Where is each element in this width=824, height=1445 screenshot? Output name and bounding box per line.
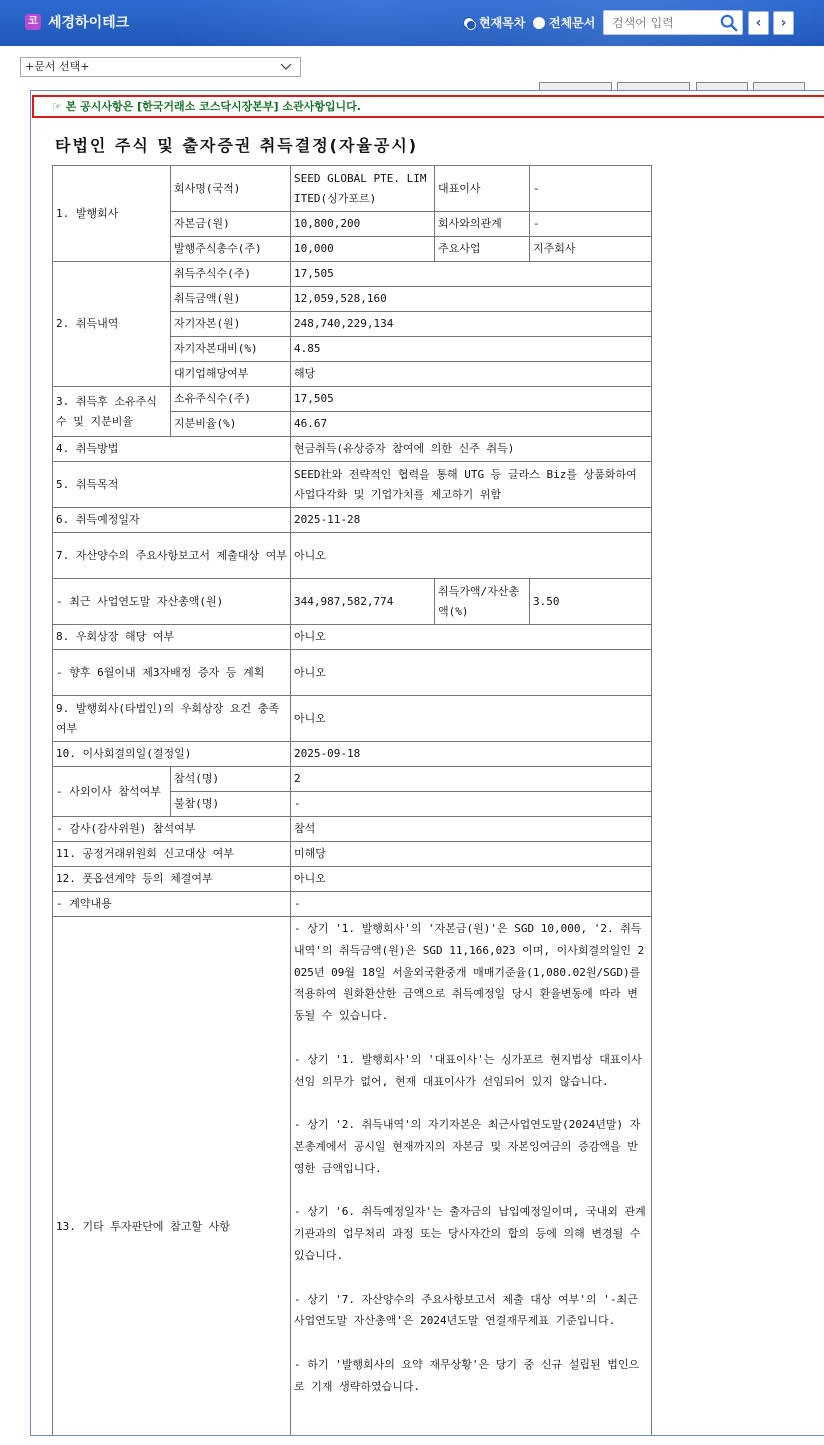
field-label: 취득가액/자산총액(%) bbox=[435, 579, 530, 625]
radio-current-label: 현재목차 bbox=[479, 16, 526, 30]
field-value: - bbox=[291, 792, 652, 817]
field-value: 12,059,528,160 bbox=[291, 287, 652, 312]
row-label: - 감사(감사위원) 참석여부 bbox=[53, 817, 291, 842]
prev-button[interactable]: ‹ bbox=[748, 11, 769, 35]
field-label: 자본금(원) bbox=[171, 212, 291, 237]
search-icon[interactable] bbox=[720, 14, 738, 32]
radio-selected-icon[interactable] bbox=[463, 17, 475, 29]
radio-current-toc[interactable] bbox=[463, 14, 525, 31]
document-frame[interactable] bbox=[30, 90, 824, 1436]
note-paragraph: - 상기 '1. 발행회사'의 '자본금(원)'은 SGD 10,000, '2. 취득내역'의 취득금액(원)은 SGD 11,166,023 이며, 이사회결의일인 2025년 09월 18일 서울외국환중개 매매기준율(1,080.02원/SGD)를 적용하여 원화환산한 금액으로 취득예정일 당시 환율변동에 따라 변동될 수 있습니다. bbox=[294, 922, 645, 1023]
field-label: 불참(명) bbox=[171, 792, 291, 817]
field-value: 248,740,229,134 bbox=[291, 312, 652, 337]
row-label: 13. 기타 투자판단에 참고할 사항 bbox=[53, 917, 291, 1437]
field-value: - bbox=[291, 892, 652, 917]
row-label: 6. 취득예정일자 bbox=[53, 508, 291, 533]
field-value: 현금취득(유상증자 참여에 의한 신주 취득) bbox=[291, 437, 652, 462]
disclosure-table bbox=[52, 165, 652, 1436]
note-paragraph: - 상기 '6. 취득예정일자'는 출자금의 납입예정일이며, 국내외 관계기관과의 업무처리 과정 또는 당사자간의 합의 등에 의해 변경될 수 있습니다. bbox=[294, 1205, 646, 1262]
field-value: 2 bbox=[291, 767, 652, 792]
field-value: 17,505 bbox=[291, 387, 652, 412]
field-value: 참석 bbox=[291, 817, 652, 842]
field-value: 미해당 bbox=[291, 842, 652, 867]
company-name: 세경하이테크 bbox=[48, 15, 130, 31]
field-value: 46.67 bbox=[291, 412, 652, 437]
field-value: SEED GLOBAL PTE. LIMITED(싱가포르) bbox=[291, 166, 435, 212]
document-select-value: +문서 선택+ bbox=[25, 60, 90, 73]
field-value: 아니오 bbox=[291, 650, 652, 696]
field-value: 10,000 bbox=[291, 237, 435, 262]
row-label: 8. 우회상장 해당 여부 bbox=[53, 625, 291, 650]
field-value: 지주회사 bbox=[530, 237, 652, 262]
notice-banner: ☞ 본 공시사항은 [한국거래소 코스닥시장본부] 소관사항입니다. bbox=[32, 95, 824, 118]
note-paragraph: - 상기 '1. 발행회사'의 '대표이사'는 싱가포르 현지법상 대표이사 선임 의무가 없어, 현재 대표이사가 선임되어 있지 않습니다. bbox=[294, 1052, 642, 1088]
note-paragraph: - 상기 '7. 자산양수의 주요사항보고서 제출 대상 여부'의 '-최근사업연도말 자산총액'은 2024년도말 연결재무제표 기준입니다. bbox=[294, 1292, 638, 1328]
field-label: 참석(명) bbox=[171, 767, 291, 792]
chevron-down-icon bbox=[280, 61, 292, 73]
row-label: 1. 발행회사 bbox=[53, 166, 171, 262]
field-value: 2025-09-18 bbox=[291, 742, 652, 767]
note-paragraph: - 하기 '발행회사의 요약 재무상황'은 당기 중 신규 설립된 법인으로 기재 생략하였습니다. bbox=[294, 1357, 640, 1393]
field-label: 대표이사 bbox=[435, 166, 530, 212]
company-logo-icon: 코 bbox=[25, 14, 41, 30]
field-label: 대기업해당여부 bbox=[171, 362, 291, 387]
row-label: 4. 취득방법 bbox=[53, 437, 291, 462]
field-value: SEED社와 전략적인 협력을 통해 UTG 등 글라스 Biz를 상품화하여 사업다각화 및 기업가치를 제고하기 위함 bbox=[291, 462, 652, 508]
row-label: 7. 자산양수의 주요사항보고서 제출대상 여부 bbox=[53, 533, 291, 579]
field-label: 취득금액(원) bbox=[171, 287, 291, 312]
row-label: 12. 풋옵션계약 등의 체결여부 bbox=[53, 867, 291, 892]
field-label: 주요사업 bbox=[435, 237, 530, 262]
field-value: 아니오 bbox=[291, 867, 652, 892]
field-label: 취득주식수(주) bbox=[171, 262, 291, 287]
search-box bbox=[603, 10, 743, 35]
radio-all-docs[interactable] bbox=[533, 14, 595, 31]
field-label: 소유주식수(주) bbox=[171, 387, 291, 412]
field-value: 344,987,582,774 bbox=[291, 579, 435, 625]
field-value: 2025-11-28 bbox=[291, 508, 652, 533]
field-value: 해당 bbox=[291, 362, 652, 387]
row-label: - 향후 6월이내 제3자배정 증자 등 계획 bbox=[53, 650, 291, 696]
search-input[interactable] bbox=[604, 11, 712, 34]
field-value: 아니오 bbox=[291, 625, 652, 650]
note-paragraph: - 상기 '2. 취득내역'의 자기자본은 최근사업연도말(2024년말) 자본총계에서 공시일 현재까지의 자본금 및 자본잉여금의 증감액을 반영한 금액입니다. bbox=[294, 1118, 641, 1175]
field-value: 10,800,200 bbox=[291, 212, 435, 237]
field-label: 회사와의관계 bbox=[435, 212, 530, 237]
row-label: 5. 취득목적 bbox=[53, 462, 291, 508]
row-label: 3. 취득후 소유주식수 및 지분비율 bbox=[53, 387, 171, 437]
row-label: - 계약내용 bbox=[53, 892, 291, 917]
document-select[interactable] bbox=[20, 57, 301, 77]
row-label: - 사외이사 참석여부 bbox=[53, 767, 171, 817]
field-label: 자기자본(원) bbox=[171, 312, 291, 337]
row-label: 2. 취득내역 bbox=[53, 262, 171, 387]
row-label: 9. 발행회사(타법인)의 우회상장 요건 충족여부 bbox=[53, 696, 291, 742]
field-value-notes bbox=[291, 917, 652, 1437]
field-value: - bbox=[530, 212, 652, 237]
field-label: 발행주식총수(주) bbox=[171, 237, 291, 262]
field-value: 3.50 bbox=[530, 579, 652, 625]
field-value: 17,505 bbox=[291, 262, 652, 287]
field-label: 지분비율(%) bbox=[171, 412, 291, 437]
field-value: 아니오 bbox=[291, 696, 652, 742]
next-button[interactable]: › bbox=[773, 11, 794, 35]
field-label: 자기자본대비(%) bbox=[171, 337, 291, 362]
field-label: 회사명(국적) bbox=[171, 166, 291, 212]
field-value: 아니오 bbox=[291, 533, 652, 579]
row-label: - 최근 사업연도말 자산총액(원) bbox=[53, 579, 291, 625]
field-value: 4.85 bbox=[291, 337, 652, 362]
field-value: - bbox=[530, 166, 652, 212]
page-title: 타법인 주식 및 출자증권 취득결정(자율공시) bbox=[55, 136, 419, 155]
radio-all-label: 전체문서 bbox=[549, 16, 596, 30]
row-label: 10. 이사회결의일(결정일) bbox=[53, 742, 291, 767]
top-header-bar bbox=[0, 0, 824, 46]
radio-unselected-icon[interactable] bbox=[533, 17, 545, 29]
row-label: 11. 공정거래위원회 신고대상 여부 bbox=[53, 842, 291, 867]
